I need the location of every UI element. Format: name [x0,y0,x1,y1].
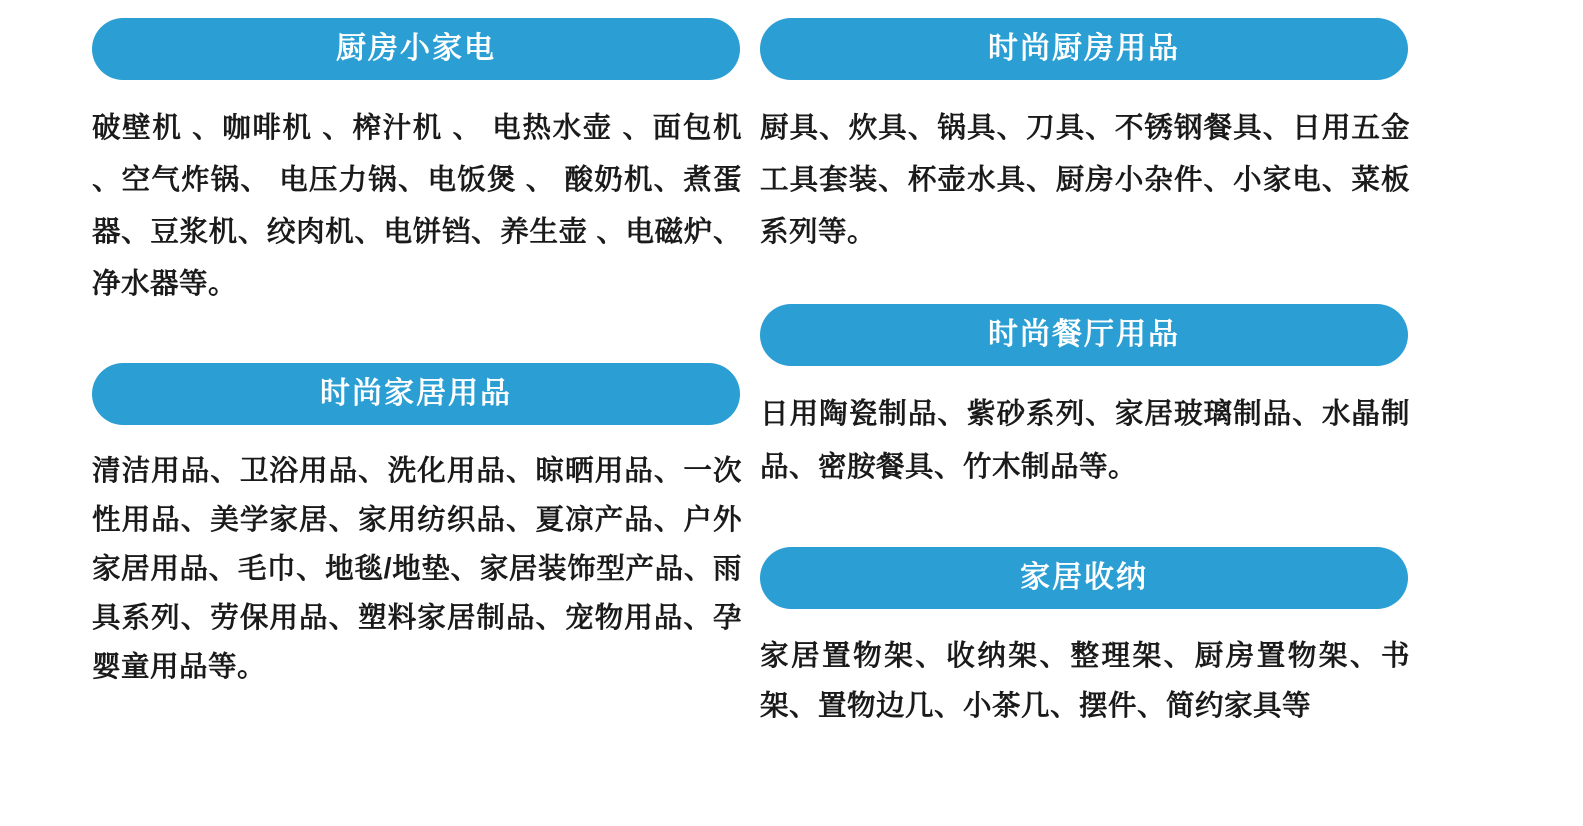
left-column [0,0,760,826]
section-title-pill-dining [760,304,1408,366]
section-storage [760,547,1483,732]
section-body-kitchenware: 厨具、炊具、锅具、刀具、不锈钢餐具、日用五金工具套装、杯壶水具、厨房小杂件、小家电、菜板系列等。 [760,112,1410,249]
section-body-storage: 家居置物架、收纳架、整理架、厨房置物架、书架、置物边几、小茶几、摆件、简约家具等 [760,639,1410,723]
section-body-kitchen-appliances: 破壁机 、咖啡机 、榨汁机 、 电热水壶 、面包机 、空气炸锅、 电压力锅、电饭煲 、 酸奶机、煮蛋器、豆浆机、绞肉机、电饼铛、养生壶 、电磁炉、净水器等。 [92,112,742,301]
section-title-label: 家居收纳 [1020,560,1148,594]
right-column [760,0,1583,826]
section-dining [760,304,1483,492]
section-title-pill-storage [760,547,1408,609]
section-kitchenware [760,18,1483,258]
section-title-label: 时尚厨房用品 [988,32,1180,65]
section-kitchen-appliances [92,18,742,311]
section-title-label: 厨房小家电 [336,32,496,65]
section-home-goods [92,363,742,692]
section-title-label: 时尚餐厅用品 [988,318,1180,352]
section-title-label: 时尚家居用品 [320,376,512,410]
section-body-dining: 日用陶瓷制品、紫砂系列、家居玻璃制品、水晶制品、密胺餐具、竹木制品等。 [760,398,1410,483]
section-title-pill-kitchen-appliances [92,18,740,80]
section-body-home-goods: 清洁用品、卫浴用品、洗化用品、晾晒用品、一次性用品、美学家居、家用纺织品、夏凉产品、户外家居用品、毛巾、地毯/地垫、家居装饰型产品、雨具系列、劳保用品、塑料家居制品、宠物用品、孕婴童用品等。 [92,454,742,683]
section-title-pill-kitchenware [760,18,1408,80]
section-title-pill-home-goods [92,363,740,425]
